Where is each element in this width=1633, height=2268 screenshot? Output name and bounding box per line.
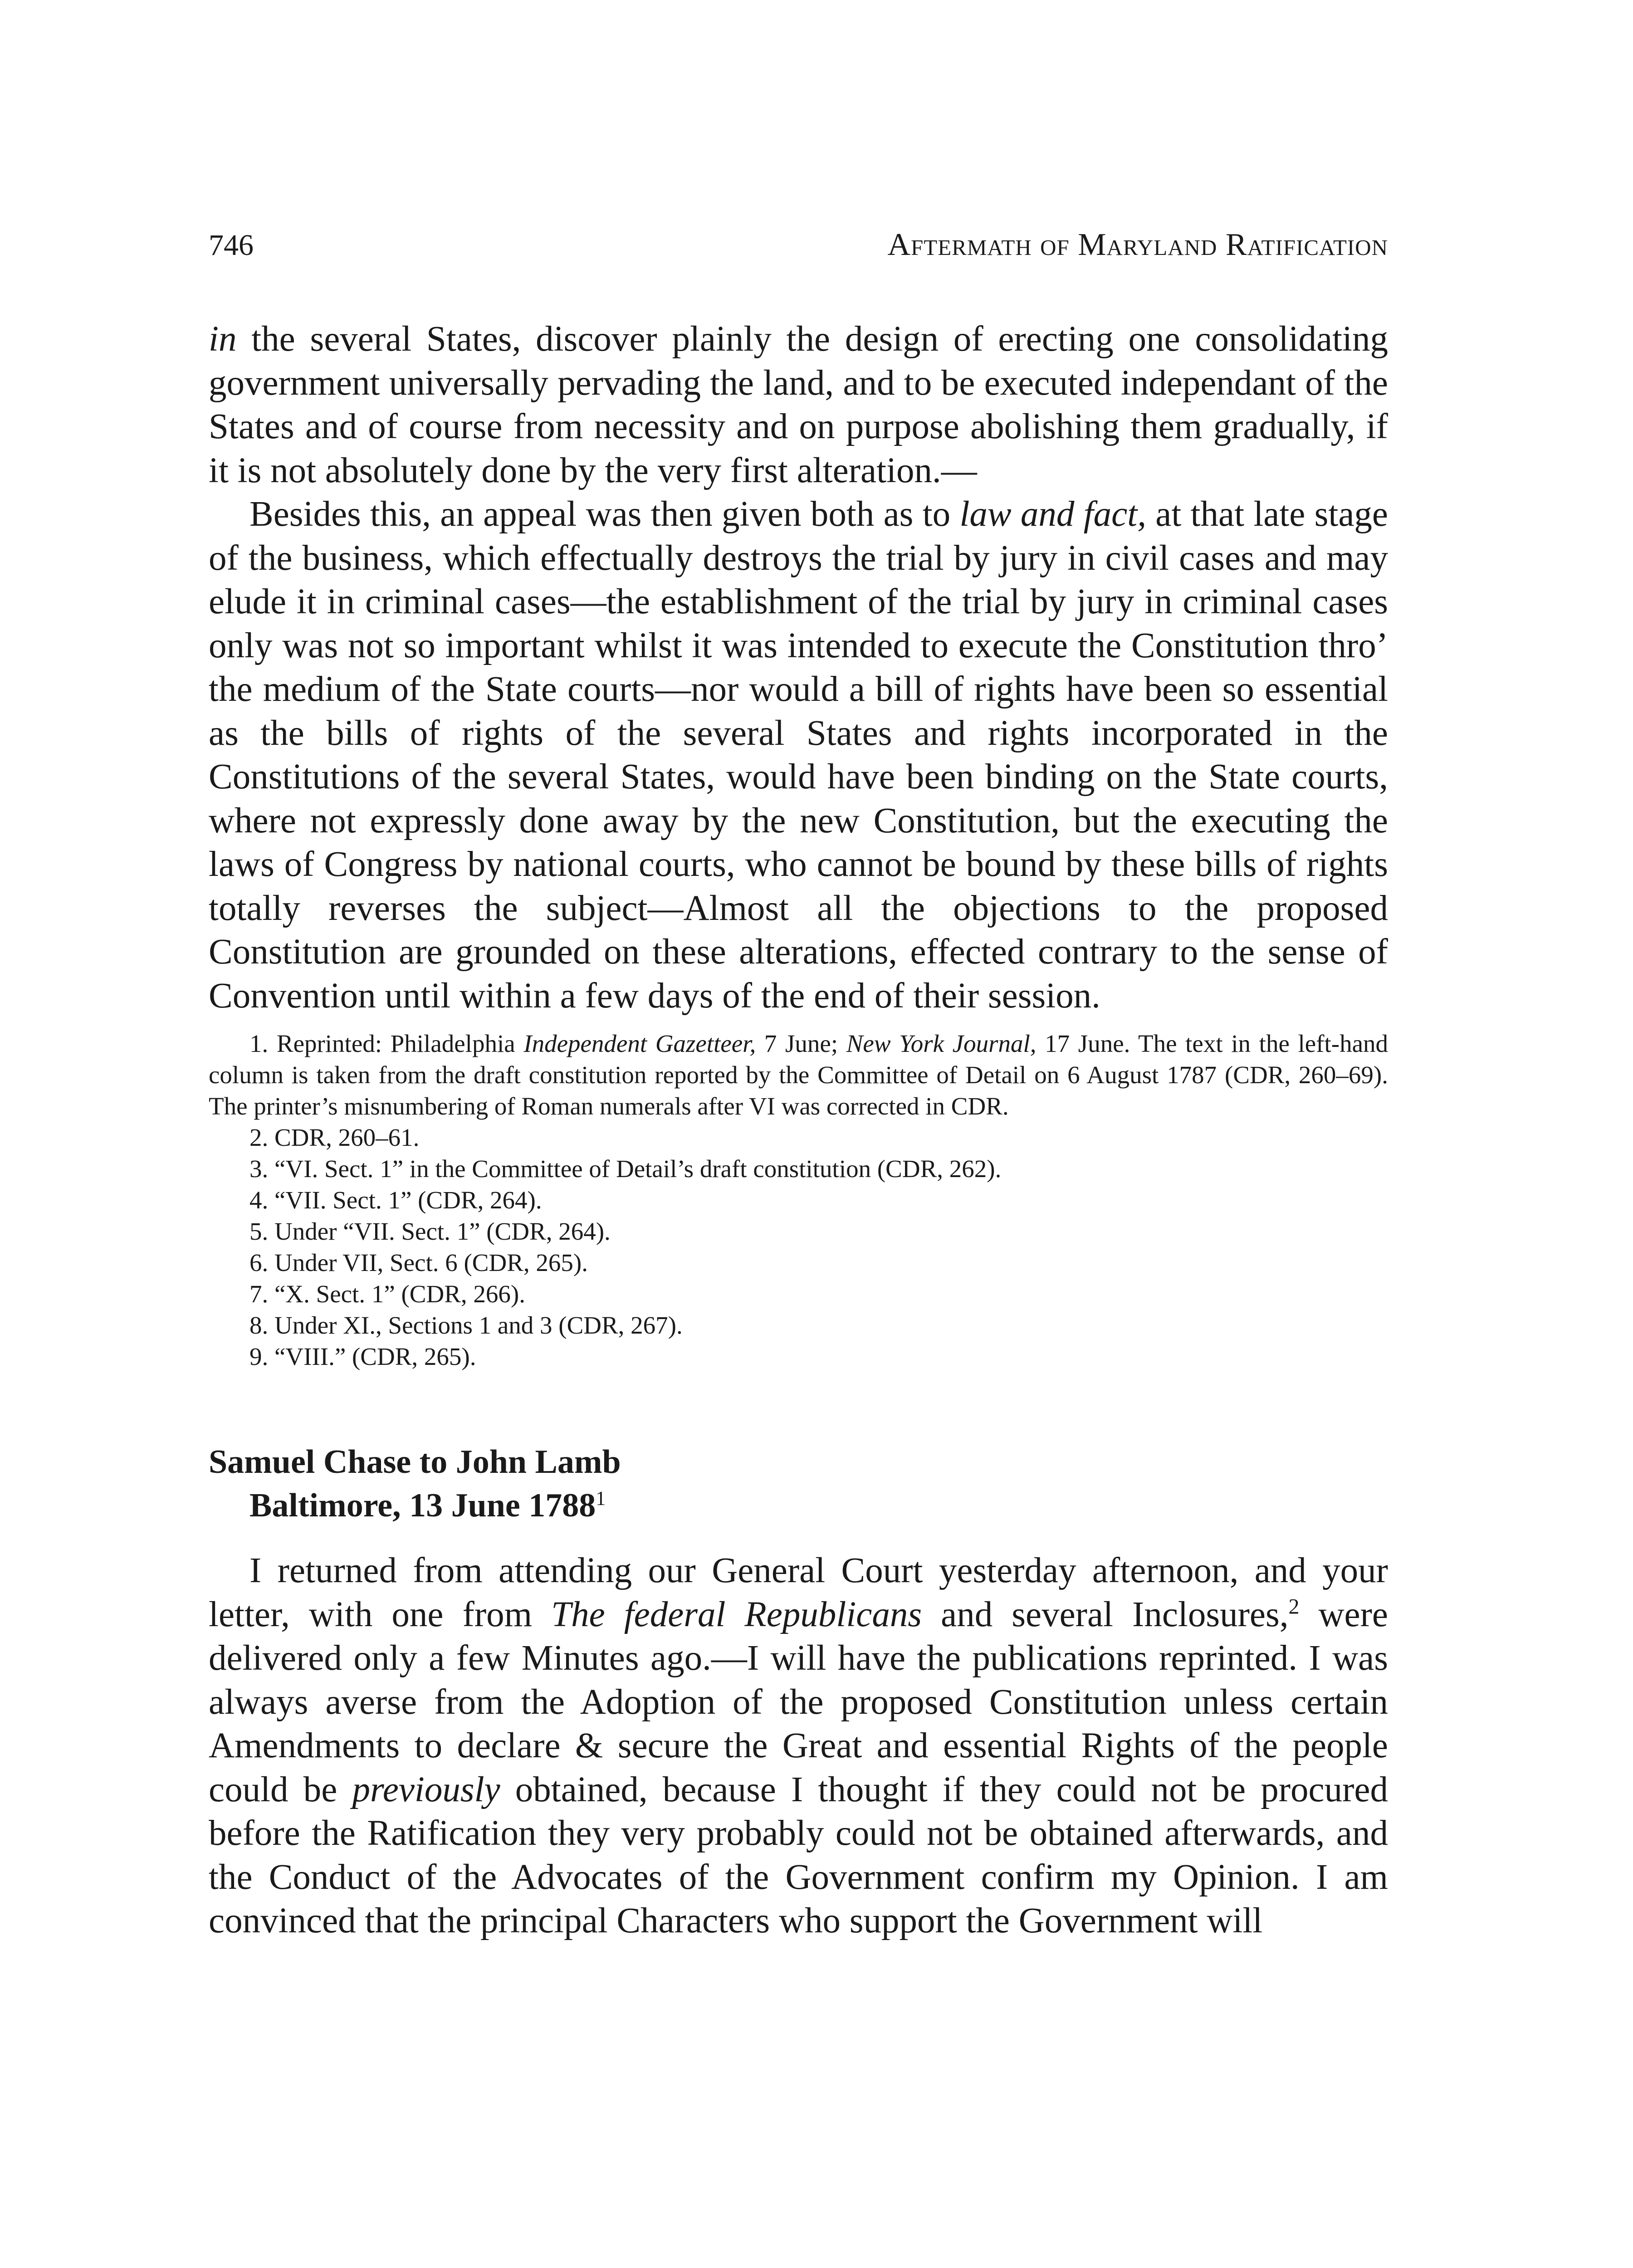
paragraph-text: at that late stage of the business, which effectually destroys the trial by jury in civil cases and may elude it in criminal cases—the establishment of the trial by jury in criminal cases only was not so important whilst it was intended to execute the Constitution thro’ the medium of the State courts—nor would a bill of rights have been so essential as the bills of rights of the several States and rights incorporated in the Constitutions of the several States, would have been binding on the State courts, where not expressly done away by the new Constitution, but the executing the laws of Congress by national courts, who cannot be bound by these bills of rights totally reverses the subject—Almost all the objections to the proposed Constitution are grounded on these alterations, effected contrary to the sense of Convention until within a few days of the end of their session. xyxy=(209,494,1388,1016)
italic-text: Independent Gazetteer, xyxy=(523,1030,756,1057)
footnote-item: 8. Under XI., Sections 1 and 3 (CDR, 267). xyxy=(249,1311,683,1339)
footnote-item: 2. CDR, 260–61. xyxy=(249,1124,420,1151)
heading-title: Samuel Chase to John Lamb xyxy=(209,1443,621,1481)
paragraph-text: obtained, because I thought if they could not be procured before the Ratification they very probably could not be obtained afterwards, and the Conduct of the Advocates of the Government confirm my Opinion. I am convinced that the principal Characters who support the Government will xyxy=(209,1769,1388,1941)
footnote-item: 7. “X. Sect. 1” (CDR, 266). xyxy=(249,1280,525,1308)
letter-paragraph xyxy=(209,1549,1388,1943)
paragraph-text: were delivered only a few Minutes ago.—I will have the publications reprinted. I was always averse from the Adoption of the proposed Constitution unless certain Amendments to declare & secure the Great and essential Rights of the people could be xyxy=(209,1594,1388,1809)
paragraph-text: and several Inclosures, xyxy=(922,1594,1289,1634)
continuation-paragraph xyxy=(209,318,1388,493)
italic-text: New York Journal, xyxy=(846,1030,1037,1057)
body-paragraph xyxy=(209,493,1388,1018)
italic-text: in xyxy=(209,319,237,359)
page-header xyxy=(209,227,1388,263)
main-text xyxy=(209,318,1388,1943)
document-heading xyxy=(209,1440,1388,1527)
paragraph-text: the several States, discover plainly the design of erecting one consolidating government universally pervading the land, and to be executed independant of the States and of course from necessity and on purpose abolishing them gradually, if it is not absolutely done by the very first alteration.— xyxy=(209,319,1388,490)
note-reference: 1 xyxy=(596,1487,606,1510)
footnote-item: 3. “VI. Sect. 1” in the Committee of Detail’s draft constitution (CDR, 262). xyxy=(249,1155,1002,1183)
footnote-item: 9. “VIII.” (CDR, 265). xyxy=(249,1343,476,1370)
italic-text: The federal Republicans xyxy=(551,1594,922,1634)
italic-text: previously xyxy=(352,1769,500,1809)
paragraph-text: Besides this, an appeal was then given both as to xyxy=(249,494,960,534)
footnote-text: 1. Reprinted: Philadelphia xyxy=(249,1030,524,1057)
footnote-item: 4. “VII. Sect. 1” (CDR, 264). xyxy=(249,1186,542,1214)
italic-text: law and fact, xyxy=(959,494,1146,534)
running-head: Aftermath of Maryland Ratification xyxy=(887,227,1388,262)
heading-dateline xyxy=(209,1484,1388,1527)
footnote-text: 7 June; xyxy=(756,1030,846,1057)
page-number: 746 xyxy=(209,229,254,262)
dateline-text: Baltimore, 13 June 1788 xyxy=(249,1487,596,1524)
footnotes xyxy=(209,1028,1388,1372)
footnote-1 xyxy=(209,1028,1388,1122)
footnote-item: 6. Under VII, Sect. 6 (CDR, 265). xyxy=(249,1249,588,1276)
footnote-text: 17 June. The text in the left-hand column is taken from the draft constitution reported by the Committee of Detail on 6 August 1787 (CDR, 260–69). The printer’s misnumbering of Roman numerals after VI was corrected in CDR. xyxy=(209,1030,1389,1120)
footnote-item: 5. Under “VII. Sect. 1” (CDR, 264). xyxy=(249,1217,611,1245)
paragraph-text: I returned from attending our General Court yesterday afternoon, and your letter, with one from xyxy=(209,1551,1388,1634)
note-reference: 2 xyxy=(1288,1594,1300,1619)
